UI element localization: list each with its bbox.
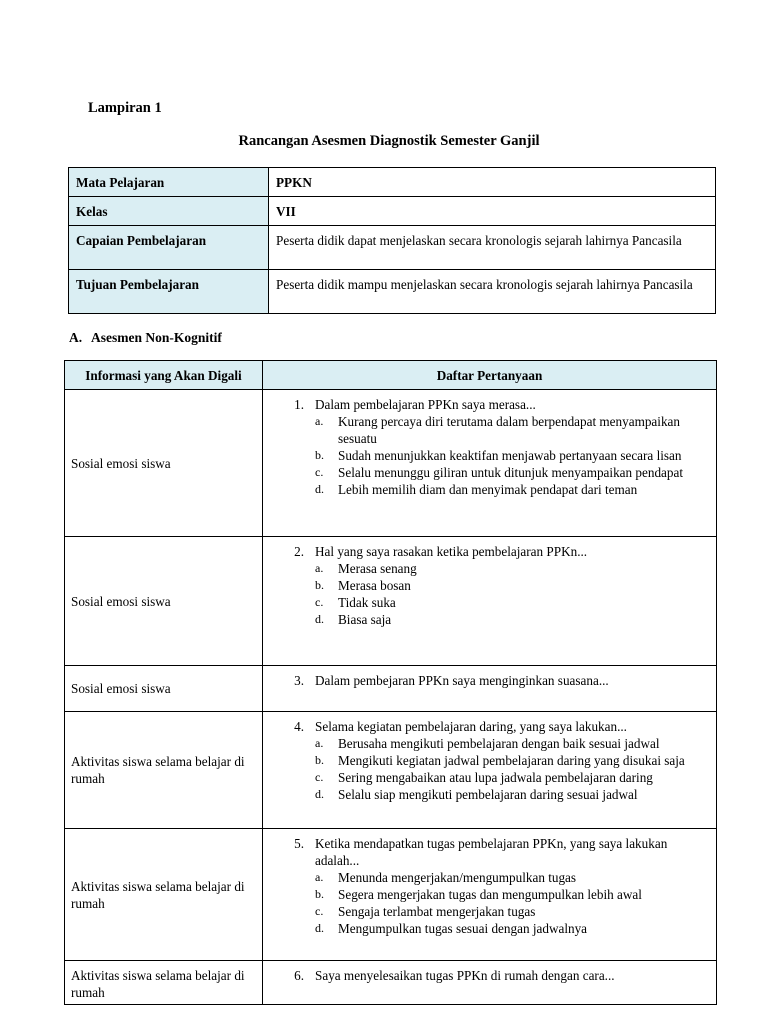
lampiran-label: Lampiran 1 <box>88 100 162 116</box>
answer-option <box>263 769 710 786</box>
option-key: c. <box>315 770 324 784</box>
question-table-header <box>65 361 717 390</box>
info-value: VII <box>269 197 716 226</box>
option-text: Selalu menunggu giliran untuk ditunjuk menyampaikan pendapat <box>338 465 683 480</box>
question-row <box>65 961 717 1005</box>
question-text: Ketika mendapatkan tugas pembelajaran PPKn, yang saya lakukan adalah... <box>315 836 668 868</box>
option-key: a. <box>315 736 324 750</box>
info-label: Tujuan Pembelajaran <box>69 270 269 314</box>
answer-option <box>263 560 710 577</box>
header-questions: Daftar Pertanyaan <box>263 361 717 390</box>
info-category: Aktivitas siswa selama belajar di rumah <box>65 712 263 829</box>
info-value: PPKN <box>269 168 716 197</box>
document-title: Rancangan Asesmen Diagnostik Semester Ganjil <box>238 133 540 149</box>
option-text: Berusaha mengikuti pembelajaran dengan baik sesuai jadwal <box>338 736 660 751</box>
info-category: Aktivitas siswa selama belajar di rumah <box>65 961 263 1005</box>
option-key: a. <box>315 561 324 575</box>
question-number: 5. <box>294 836 304 851</box>
answer-option <box>263 447 710 464</box>
question-cell <box>263 961 717 1005</box>
answer-option <box>263 752 710 769</box>
answer-option <box>263 577 710 594</box>
option-key: d. <box>315 921 324 935</box>
option-key: d. <box>315 482 324 496</box>
question-text: Dalam pembejaran PPKn saya menginginkan suasana... <box>315 673 609 688</box>
info-row <box>69 270 716 314</box>
option-text: Sering mengabaikan atau lupa jadwala pembelajaran daring <box>338 770 653 785</box>
answer-option <box>263 735 710 752</box>
section-title: Asesmen Non-Kognitif <box>91 330 222 345</box>
question-number: 4. <box>294 719 304 734</box>
option-text: Merasa senang <box>338 561 417 576</box>
info-label: Capaian Pembelajaran <box>69 226 269 270</box>
option-text: Kurang percaya diri terutama dalam berpendapat menyampaikan sesuatu <box>338 414 680 446</box>
info-row <box>69 226 716 270</box>
option-text: Tidak suka <box>338 595 396 610</box>
option-key: d. <box>315 787 324 801</box>
question-cell <box>263 390 717 537</box>
question-number: 6. <box>294 968 304 983</box>
option-text: Lebih memilih diam dan menyimak pendapat dari teman <box>338 482 638 497</box>
header-info: Informasi yang Akan Digali <box>65 361 263 390</box>
question-line <box>263 718 710 735</box>
info-table <box>68 167 716 314</box>
answer-option <box>263 886 710 903</box>
info-row <box>69 168 716 197</box>
option-text: Sudah menunjukkan keaktifan menjawab pertanyaan secara lisan <box>338 448 682 463</box>
answer-option <box>263 594 710 611</box>
answer-option <box>263 464 710 481</box>
question-line <box>263 967 710 984</box>
question-text: Hal yang saya rasakan ketika pembelajaran PPKn... <box>315 544 588 559</box>
info-value: Peserta didik mampu menjelaskan secara kronologis sejarah lahirnya Pancasila <box>269 270 716 314</box>
option-text: Biasa saja <box>338 612 392 627</box>
option-key: b. <box>315 448 324 462</box>
info-label: Mata Pelajaran <box>69 168 269 197</box>
option-key: b. <box>315 753 324 767</box>
option-key: b. <box>315 887 324 901</box>
option-text: Menunda mengerjakan/mengumpulkan tugas <box>338 870 577 885</box>
answer-option <box>263 869 710 886</box>
question-number: 1. <box>294 397 304 412</box>
question-row <box>65 666 717 712</box>
question-line <box>263 396 710 413</box>
answer-option <box>263 920 710 937</box>
info-category: Aktivitas siswa selama belajar di rumah <box>65 829 263 961</box>
option-key: c. <box>315 904 324 918</box>
question-line <box>263 835 710 869</box>
info-category: Sosial emosi siswa <box>65 537 263 666</box>
option-key: b. <box>315 578 324 592</box>
question-row <box>65 537 717 666</box>
answer-option <box>263 786 710 803</box>
question-row <box>65 712 717 829</box>
option-text: Segera mengerjakan tugas dan mengumpulkan lebih awal <box>338 887 642 902</box>
option-text: Mengikuti kegiatan jadwal pembelajaran daring yang disukai saja <box>338 753 685 768</box>
question-cell <box>263 666 717 712</box>
question-cell <box>263 537 717 666</box>
question-line <box>263 543 710 560</box>
info-label: Kelas <box>69 197 269 226</box>
question-line <box>263 672 710 689</box>
question-text: Selama kegiatan pembelajaran daring, yang saya lakukan... <box>315 719 627 734</box>
answer-option <box>263 413 710 447</box>
option-key: a. <box>315 870 324 884</box>
info-row <box>69 197 716 226</box>
question-row <box>65 829 717 961</box>
info-category: Sosial emosi siswa <box>65 390 263 537</box>
section-letter: A. <box>69 330 83 345</box>
option-key: c. <box>315 465 324 479</box>
question-number: 2. <box>294 544 304 559</box>
question-text: Saya menyelesaikan tugas PPKn di rumah dengan cara... <box>315 968 615 983</box>
answer-option <box>263 903 710 920</box>
question-text: Dalam pembelajaran PPKn saya merasa... <box>315 397 536 412</box>
option-text: Merasa bosan <box>338 578 411 593</box>
info-value: Peserta didik dapat menjelaskan secara kronologis sejarah lahirnya Pancasila <box>269 226 716 270</box>
option-text: Selalu siap mengikuti pembelajaran daring sesuai jadwal <box>338 787 638 802</box>
section-heading <box>69 330 222 346</box>
answer-option <box>263 611 710 628</box>
question-table <box>64 360 717 1005</box>
question-cell <box>263 829 717 961</box>
question-row <box>65 390 717 537</box>
answer-option <box>263 481 710 498</box>
option-text: Sengaja terlambat mengerjakan tugas <box>338 904 536 919</box>
question-number: 3. <box>294 673 304 688</box>
option-key: d. <box>315 612 324 626</box>
info-category: Sosial emosi siswa <box>65 666 263 712</box>
option-text: Mengumpulkan tugas sesuai dengan jadwalnya <box>338 921 588 936</box>
option-key: c. <box>315 595 324 609</box>
option-key: a. <box>315 414 324 428</box>
question-cell <box>263 712 717 829</box>
